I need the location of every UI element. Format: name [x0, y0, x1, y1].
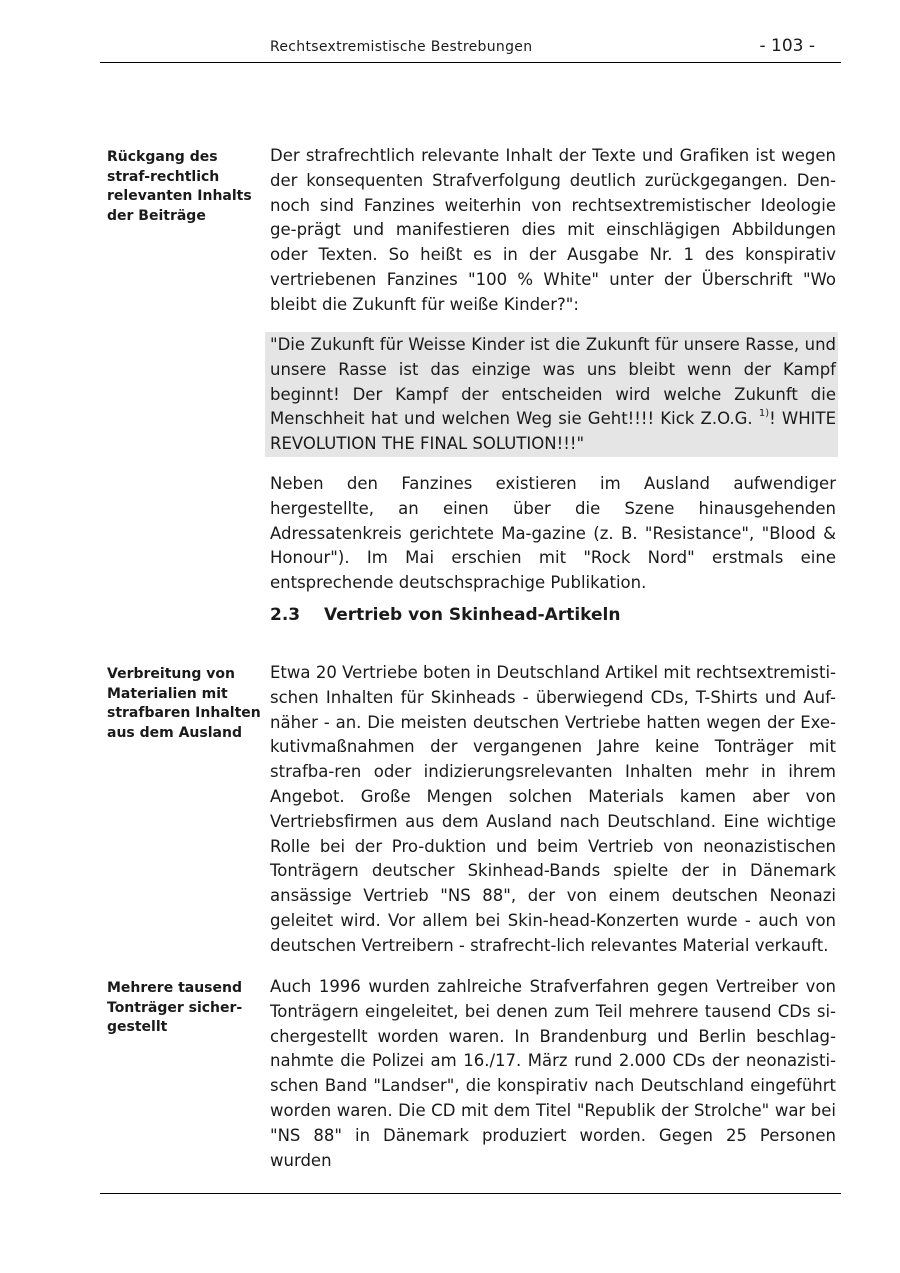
paragraph-fanzines: Der strafrechtlich relevante Inhalt der Texte und Grafiken ist wegen der konsequenten Strafverfolgung deutlich zurückgegangen. Den-noch sind Fanzines weiterhin von rechtsextremistischer Ideologie ge-prägt und manifestieren dies mit einschlägigen Abbildungen oder Texten. So heißt es in der Ausgabe Nr. 1 des konspirativ vertriebenen Fanzines "100 % White" unter der Überschrift "Wo bleibt die Zukunft für weiße Kinder?": — [270, 146, 836, 314]
paragraph-distributors: Etwa 20 Vertriebe boten in Deutschland Artikel mit rechtsextremisti-schen Inhalten für Skinheads - überwiegend CDs, T-Shirts und Auf-näher - an. Die meisten deutschen Vertriebe hatten wegen der Exe-kutivmaßnahmen der vergangenen Jahre keine Tonträger mit strafba-ren oder indizierungsrelevanten Inhalten mehr in ihrem Angebot. Große Mengen solchen Materials kamen aber von Vertriebsfirmen aus dem Ausland nach Deutschland. Eine wichtige Rolle bei der Pro-duktion und beim Vertrieb von neonazistischen Tonträgern deutscher Skinhead-Bands spielte der in Dänemark ansässige Vertrieb "NS 88", der von einem deutschen Neonazi geleitet wird. Vor allem bei Skin-head-Konzerten wurde - auch von deutschen Vertreibern - strafrecht-lich relevantes Material verkauft. — [270, 663, 836, 955]
running-title: Rechtsextremistische Bestrebungen — [270, 39, 533, 55]
footnote-marker: 1) — [758, 408, 770, 420]
paragraph-proceedings: Auch 1996 wurden zahlreiche Strafverfahren gegen Vertreiber von Tonträgern eingeleitet, bei denen zum Teil mehrere tausend CDs si-chergestellt worden waren. In Brandenburg und Berlin beschlag-nahmte die Polizei am 16./17. März rund 2.000 CDs der neonazisti-schen Band "Landser", die konspirativ nach Deutschland eingeführt worden waren. Die CD mit dem Titel "Republik der Strolche" war bei "NS 88" in Dänemark produziert worden. Gegen 25 Personen wurden — [270, 977, 836, 1170]
margin-note-distribution: Verbreitung von Materialien mit strafbaren Inhalten aus dem Ausland — [107, 666, 261, 741]
page-header — [100, 36, 841, 63]
footer-rule — [100, 1193, 841, 1194]
margin-note-decline: Rückgang des straf-rechtlich relevanten Inhalts der Beiträge — [107, 149, 252, 224]
page-number: - 103 - — [759, 36, 815, 56]
section-number: 2.3 — [270, 605, 301, 625]
quotation-text — [270, 333, 836, 457]
paragraph-magazines: Neben den Fanzines existieren im Ausland aufwendiger hergestellte, an einen über die Szene hinausgehenden Adressatenkreis gerichtete Ma-gazine (z. B. "Resistance", "Blood & Honour"). Im Mai erschien mit "Rock Nord" erstmals eine entsprechende deutschsprachige Publikation. — [270, 474, 836, 593]
margin-note-seized: Mehrere tausend Tonträger sicher-gestellt — [107, 980, 243, 1035]
section-heading — [270, 605, 621, 625]
quotation-part-a: "Die Zukunft für Weisse Kinder ist die Zukunft für unsere Rasse, und unsere Rasse ist das einzige was uns bleibt wenn der Kampf beginnt! Der Kampf der entscheiden wird welche Zukunft die Menschheit hat und welchen Weg sie Geht!!!! Kick Z.O.G. — [270, 335, 836, 429]
quotation-block — [265, 332, 838, 457]
quotation-part-b: ! WHITE REVOLUTION THE FINAL SOLUTION!!!" — [270, 409, 836, 454]
section-title: Vertrieb von Skinhead-Artikeln — [324, 605, 621, 625]
